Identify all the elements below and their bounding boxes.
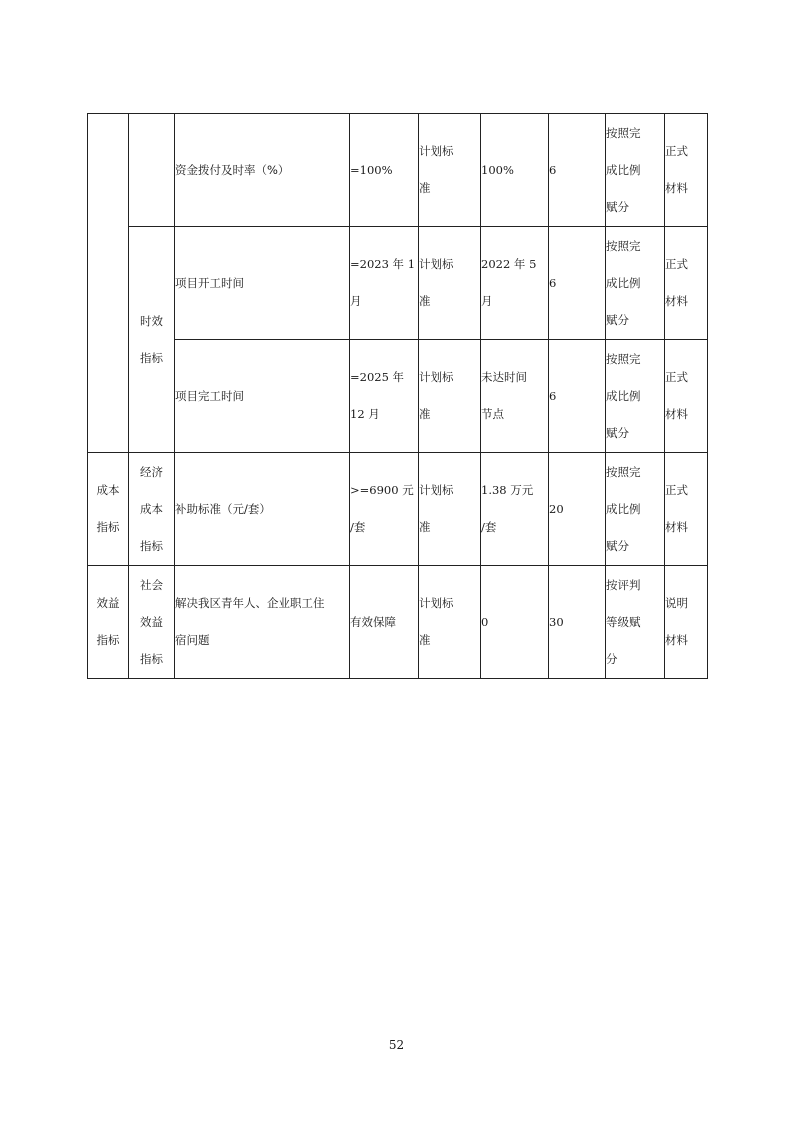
standard-cell: 计划标 准 (419, 453, 481, 566)
table-row (88, 453, 708, 566)
level2-cell-empty (129, 114, 175, 227)
standard-cell: 计划标 准 (419, 566, 481, 679)
indicator-cell: 项目完工时间 (175, 340, 350, 453)
level1-cell: 效益 指标 (88, 566, 129, 679)
score-cell: 20 (549, 453, 606, 566)
target-cell: =2023 年 1 月 (350, 227, 419, 340)
level2-cell: 社会 效益 指标 (129, 566, 175, 679)
method-cell: 按照完 成比例 赋分 (606, 453, 665, 566)
method-cell: 按照完 成比例 赋分 (606, 340, 665, 453)
standard-cell: 计划标 准 (419, 114, 481, 227)
standard-cell: 计划标 准 (419, 227, 481, 340)
score-cell: 6 (549, 227, 606, 340)
level2-cell: 经济 成本 指标 (129, 453, 175, 566)
table-row (88, 566, 708, 679)
actual-cell: 2022 年 5 月 (481, 227, 549, 340)
standard-cell: 计划标 准 (419, 340, 481, 453)
indicator-cell: 资金拨付及时率（%） (175, 114, 350, 227)
score-cell: 6 (549, 114, 606, 227)
actual-cell: 0 (481, 566, 549, 679)
level2-cell: 时效 指标 (129, 227, 175, 453)
method-cell: 按照完 成比例 赋分 (606, 114, 665, 227)
indicator-cell: 项目开工时间 (175, 227, 350, 340)
score-cell: 30 (549, 566, 606, 679)
evidence-cell: 说明 材料 (665, 566, 708, 679)
target-cell: >=6900 元 /套 (350, 453, 419, 566)
actual-cell: 1.38 万元 /套 (481, 453, 549, 566)
score-cell: 6 (549, 340, 606, 453)
level1-cell-empty (88, 114, 129, 453)
evidence-cell: 正式 材料 (665, 340, 708, 453)
table-row (88, 227, 708, 340)
actual-cell: 100% (481, 114, 549, 227)
method-cell: 按照完 成比例 赋分 (606, 227, 665, 340)
evidence-cell: 正式 材料 (665, 453, 708, 566)
actual-cell: 未达时间 节点 (481, 340, 549, 453)
indicator-cell: 解决我区青年人、企业职工住 宿问题 (175, 566, 350, 679)
evidence-cell: 正式 材料 (665, 114, 708, 227)
evidence-cell: 正式 材料 (665, 227, 708, 340)
target-cell: =2025 年 12 月 (350, 340, 419, 453)
performance-table (87, 113, 708, 679)
table-row (88, 114, 708, 227)
target-cell: 有效保障 (350, 566, 419, 679)
target-cell: =100% (350, 114, 419, 227)
table-row (88, 340, 708, 453)
page-number: 52 (388, 1038, 405, 1052)
indicator-cell: 补助标准（元/套） (175, 453, 350, 566)
level1-cell: 成本 指标 (88, 453, 129, 566)
method-cell: 按评判 等级赋 分 (606, 566, 665, 679)
